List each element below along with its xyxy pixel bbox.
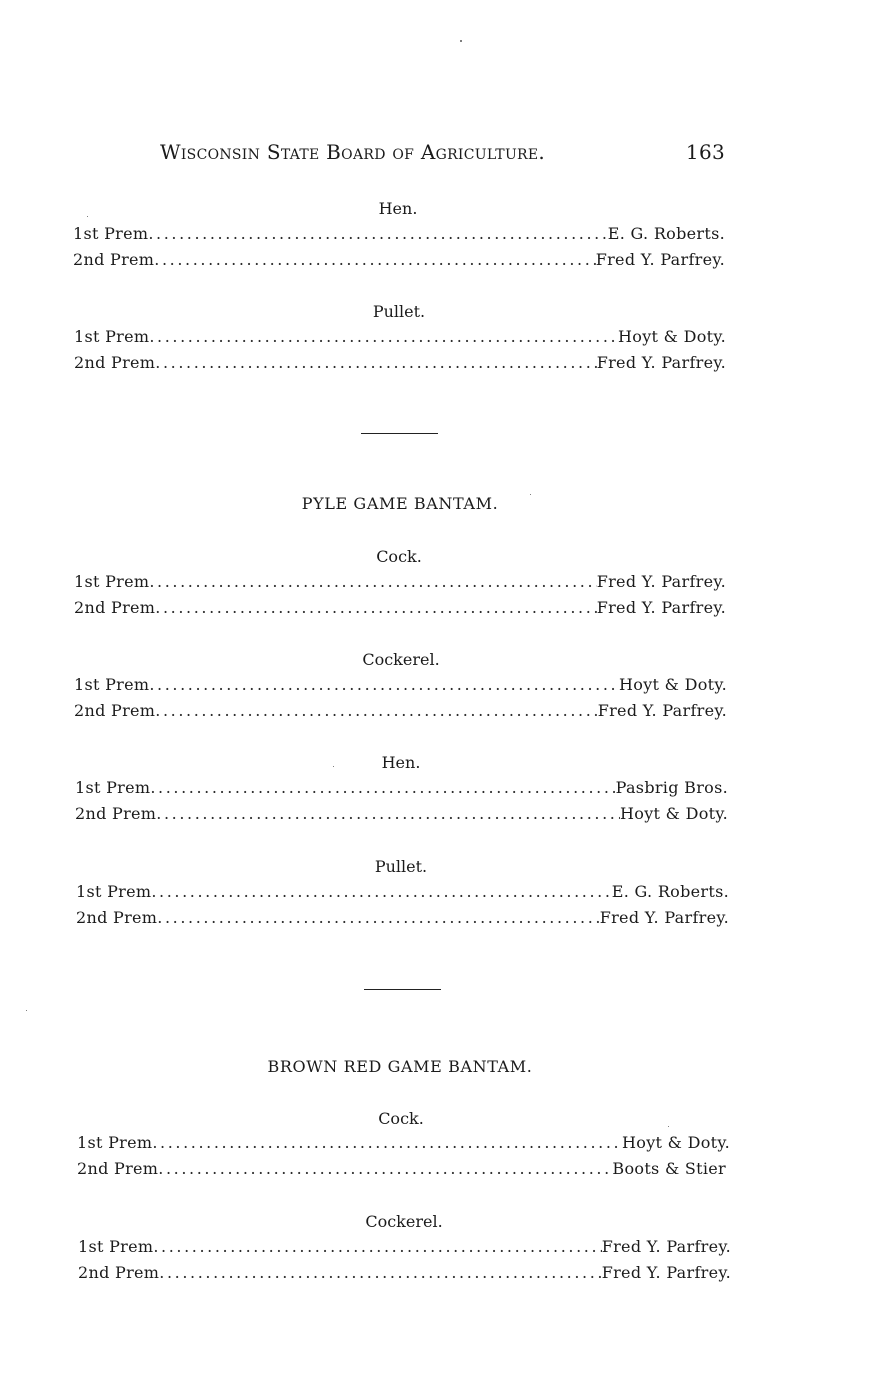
- winner-name: Boots & Stier: [612, 1159, 726, 1178]
- winner-name: Fred Y. Parfrey.: [596, 572, 726, 591]
- premium-place: 2nd Prem: [74, 598, 156, 617]
- winner-name: Fred Y. Parfrey.: [599, 908, 729, 927]
- class-heading-pullet: Pullet.: [372, 302, 426, 321]
- winner-name: Fred Y. Parfrey.: [595, 250, 725, 269]
- award-entry: [78, 1263, 731, 1285]
- class-heading-cockerel: Cockerel.: [362, 650, 440, 669]
- premium-place: 1st Prem: [74, 675, 150, 694]
- award-entry: [76, 908, 729, 930]
- winner-name: Hoyt & Doty.: [622, 1133, 730, 1152]
- premium-place: 1st Prem: [77, 1133, 153, 1152]
- section-divider: [361, 433, 438, 434]
- award-entry: [74, 327, 726, 349]
- premium-place: 1st Prem: [75, 778, 151, 797]
- winner-name: Fred Y. Parfrey.: [596, 353, 726, 372]
- breed-heading: PYLE GAME BANTAM.: [301, 494, 499, 513]
- scan-speck: [87, 216, 88, 217]
- section-divider: [364, 989, 441, 990]
- dot-leader: [157, 908, 599, 927]
- dot-leader: [155, 598, 596, 617]
- scan-speck: [530, 494, 531, 495]
- dot-leader: [155, 701, 597, 720]
- winner-name: Hoyt & Doty.: [618, 327, 726, 346]
- scan-speck: [668, 1126, 669, 1127]
- winner-name: Hoyt & Doty.: [620, 804, 728, 823]
- dot-leader: [156, 804, 620, 823]
- breed-heading: BROWN RED GAME BANTAM.: [267, 1057, 533, 1076]
- running-head: [160, 140, 725, 170]
- award-entry: [76, 882, 729, 904]
- premium-place: 2nd Prem: [76, 908, 158, 927]
- class-heading-pullet: Pullet.: [374, 857, 428, 876]
- award-entry: [74, 701, 727, 723]
- dot-leader: [149, 572, 596, 591]
- premium-place: 1st Prem: [78, 1237, 154, 1256]
- dot-leader: [155, 353, 596, 372]
- award-entry: [75, 804, 728, 826]
- class-heading-cock: Cock.: [378, 1109, 424, 1128]
- winner-name: Pasbrig Bros.: [615, 778, 728, 797]
- premium-place: 1st Prem: [74, 327, 150, 346]
- dot-leader: [149, 675, 619, 694]
- award-entry: [77, 1133, 730, 1155]
- winner-name: Fred Y. Parfrey.: [601, 1237, 731, 1256]
- dot-leader: [158, 1159, 612, 1178]
- premium-place: 2nd Prem: [78, 1263, 160, 1282]
- premium-place: 1st Prem: [74, 572, 150, 591]
- winner-name: Fred Y. Parfrey.: [601, 1263, 731, 1282]
- scan-speck: [26, 1010, 27, 1011]
- winner-name: Hoyt & Doty.: [619, 675, 727, 694]
- premium-place: 2nd Prem: [74, 701, 156, 720]
- page-number: 163: [685, 140, 725, 164]
- premium-place: 2nd Prem: [73, 250, 155, 269]
- premium-place: 2nd Prem: [75, 804, 157, 823]
- premium-place: 1st Prem: [76, 882, 152, 901]
- winner-name: E. G. Roberts.: [611, 882, 729, 901]
- class-heading-hen: Hen.: [381, 753, 421, 772]
- dot-leader: [151, 882, 611, 901]
- dot-leader: [153, 1237, 601, 1256]
- running-title: Wisconsin State Board of Agriculture.: [160, 140, 546, 164]
- award-entry: [78, 1237, 731, 1259]
- award-entry: [73, 224, 725, 246]
- award-entry: [74, 598, 726, 620]
- award-entry: [74, 675, 727, 697]
- class-heading-cock: Cock.: [376, 547, 422, 566]
- premium-place: 2nd Prem: [74, 353, 156, 372]
- dot-leader: [152, 1133, 622, 1152]
- winner-name: E. G. Roberts.: [607, 224, 725, 243]
- scan-speck: [460, 40, 462, 42]
- premium-place: 2nd Prem: [77, 1159, 159, 1178]
- dot-leader: [154, 250, 595, 269]
- dot-leader: [150, 778, 615, 797]
- award-entry: [74, 572, 726, 594]
- dot-leader: [149, 327, 618, 346]
- winner-name: Fred Y. Parfrey.: [597, 701, 727, 720]
- award-entry: [74, 353, 726, 375]
- dot-leader: [148, 224, 607, 243]
- award-entry: [73, 250, 725, 272]
- class-heading-cockerel: Cockerel.: [365, 1212, 443, 1231]
- dot-leader: [159, 1263, 601, 1282]
- class-heading-hen: Hen.: [378, 199, 418, 218]
- scan-speck: [333, 766, 334, 767]
- award-entry: [75, 778, 728, 800]
- premium-place: 1st Prem: [73, 224, 149, 243]
- award-entry: [77, 1159, 726, 1181]
- winner-name: Fred Y. Parfrey.: [596, 598, 726, 617]
